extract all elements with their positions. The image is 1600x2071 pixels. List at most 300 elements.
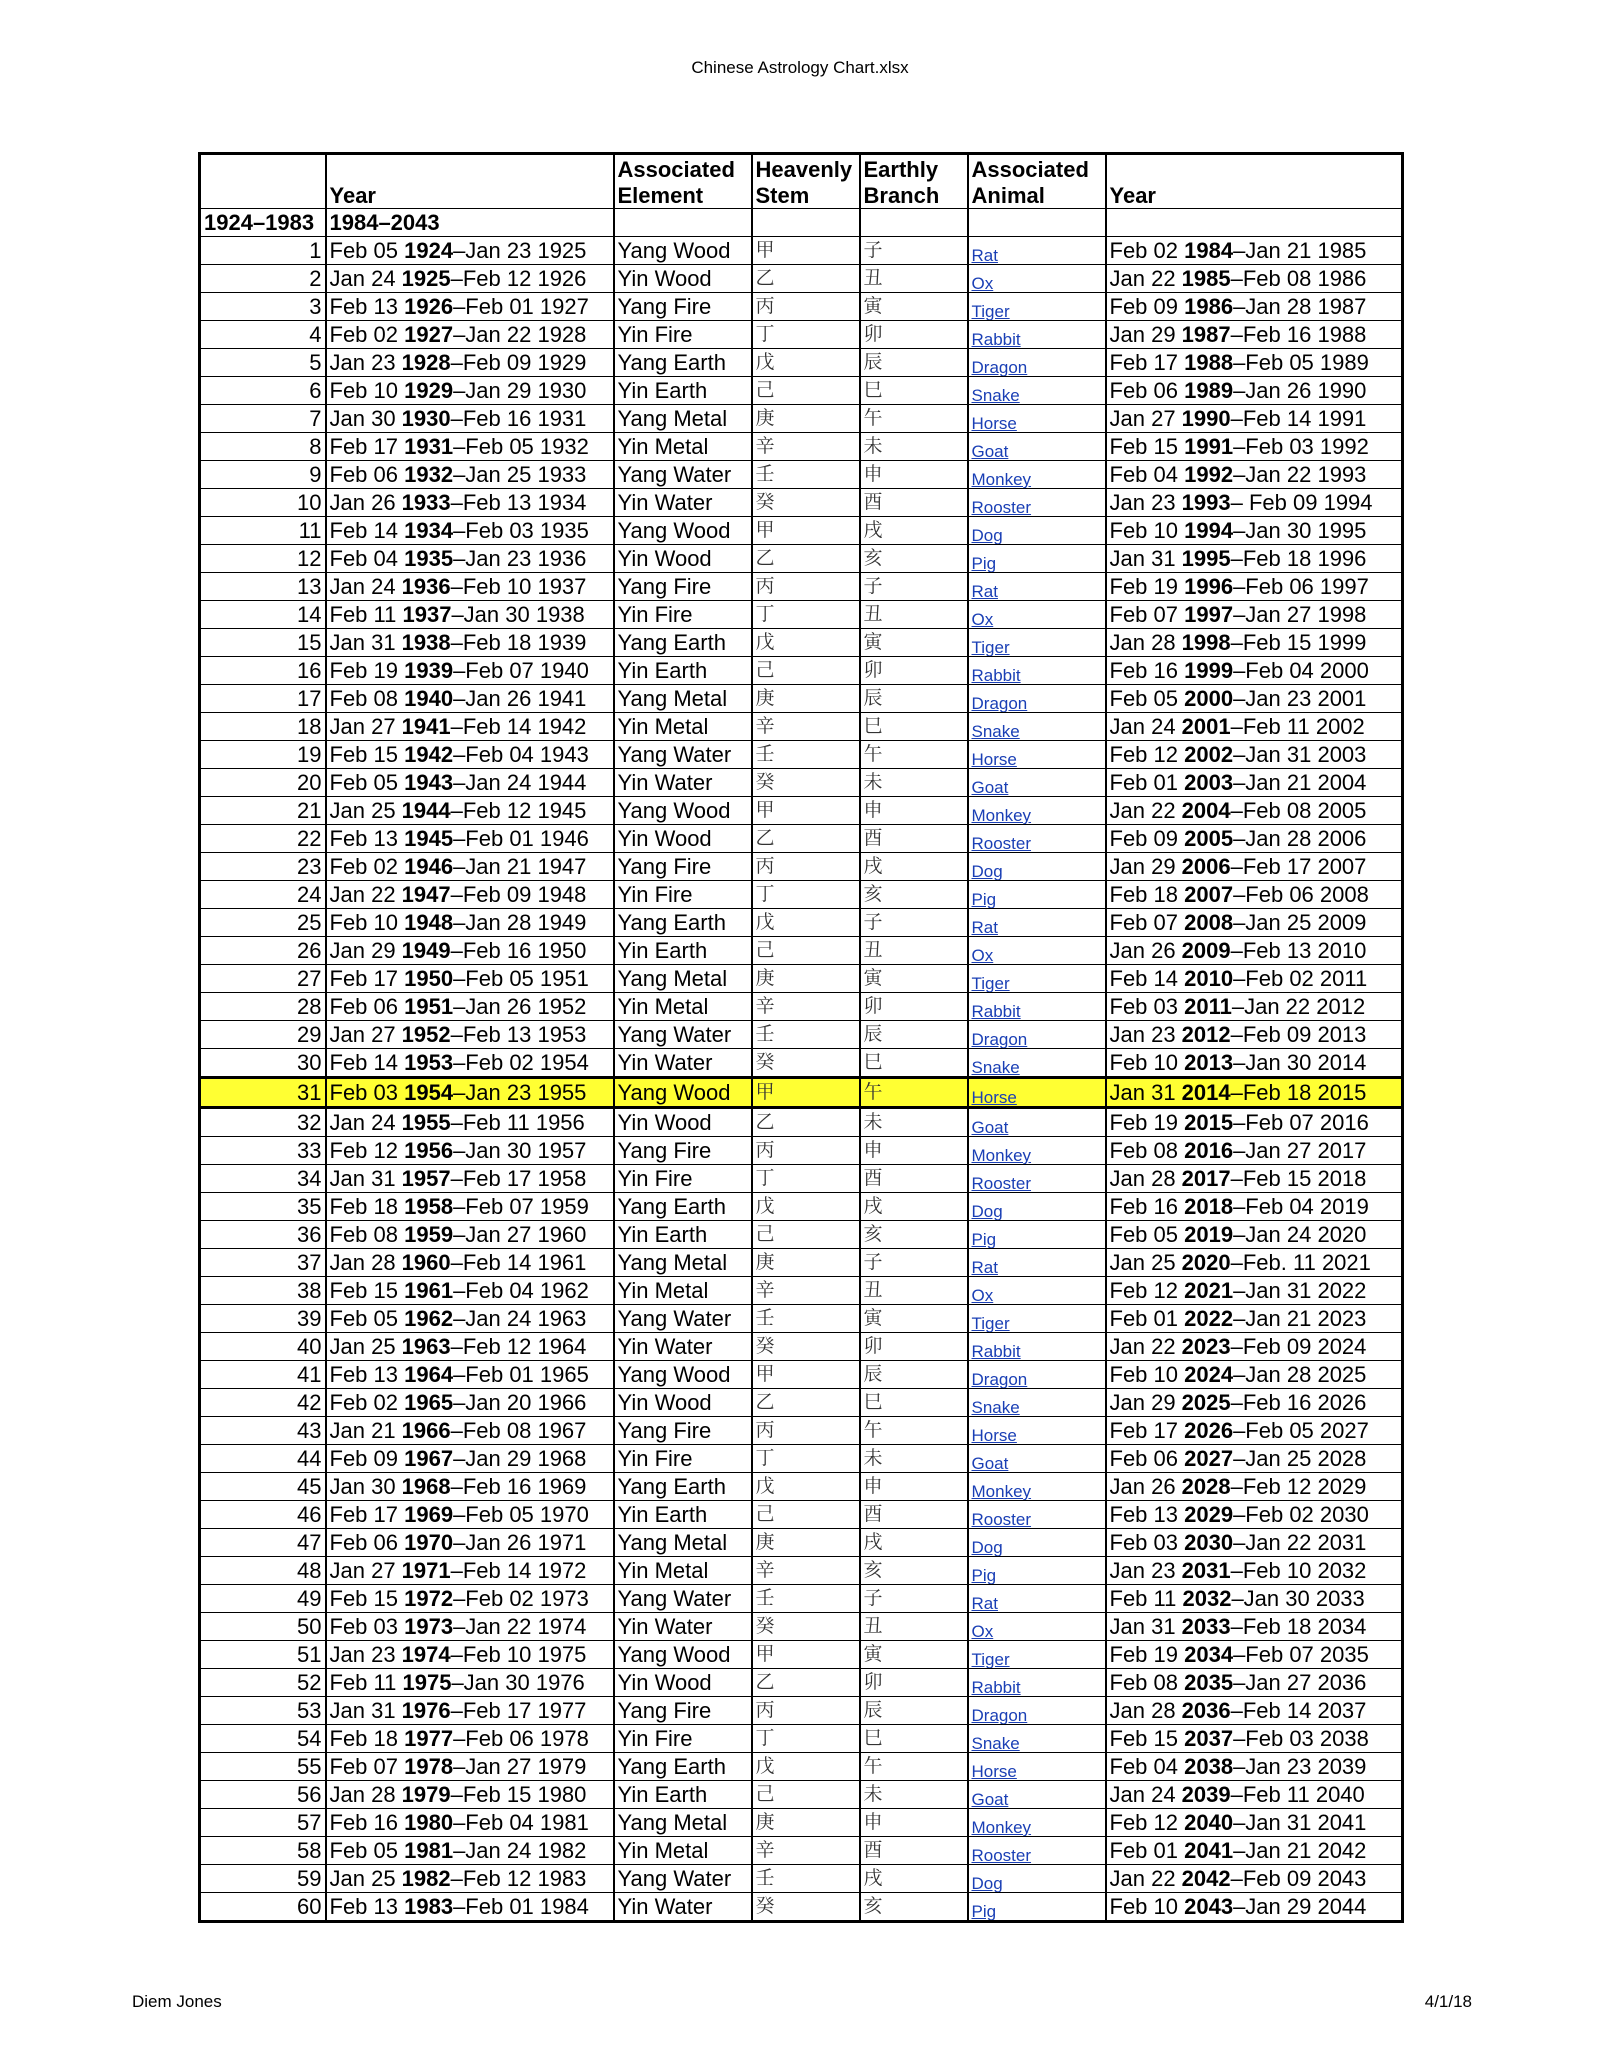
animal-link[interactable]: Dog — [971, 862, 1003, 881]
start-date: Feb 15 — [329, 742, 405, 767]
heavenly-stem: 癸 — [752, 1049, 860, 1078]
animal-link[interactable]: Monkey — [971, 806, 1032, 825]
animal-link[interactable]: Pig — [971, 1230, 997, 1249]
animal-link[interactable]: Pig — [971, 890, 997, 909]
associated-element: Yang Metal — [614, 1529, 752, 1557]
end-date: –Feb 16 1988 — [1230, 322, 1367, 347]
end-date: –Feb 14 1942 — [450, 714, 587, 739]
start-year: 2017 — [1181, 1166, 1231, 1191]
animal-link[interactable]: Rabbit — [971, 1678, 1021, 1697]
animal-link[interactable]: Dragon — [971, 1370, 1028, 1389]
start-year: 1994 — [1184, 518, 1234, 543]
associated-element: Yin Wood — [614, 825, 752, 853]
year-range-1924-1983 — [326, 629, 614, 657]
animal-link[interactable]: Monkey — [971, 1482, 1032, 1501]
animal-link[interactable]: Goat — [971, 1118, 1009, 1137]
earthly-branch: 丑 — [860, 265, 968, 293]
start-year: 1976 — [401, 1698, 451, 1723]
animal-link[interactable]: Dragon — [971, 1706, 1028, 1725]
animal-link[interactable]: Ox — [971, 1622, 994, 1641]
associated-element: Yin Fire — [614, 601, 752, 629]
start-year: 1943 — [404, 770, 454, 795]
animal-link[interactable]: Ox — [971, 274, 994, 293]
table-row — [200, 489, 1403, 517]
row-number: 12 — [200, 545, 326, 573]
associated-element: Yang Fire — [614, 1697, 752, 1725]
start-year: 1953 — [404, 1050, 454, 1075]
animal-cell — [968, 517, 1106, 545]
start-date: Feb 05 — [329, 1838, 405, 1863]
start-year: 1966 — [401, 1418, 451, 1443]
year-range-1924-1983 — [326, 853, 614, 881]
end-date: –Feb 06 1997 — [1233, 574, 1369, 599]
animal-link[interactable]: Tiger — [971, 1650, 1010, 1669]
end-date: –Jan 27 1960 — [453, 1222, 587, 1247]
end-date: –Jan 31 2022 — [1233, 1278, 1367, 1303]
year-range-1924-1983 — [326, 825, 614, 853]
start-year: 1939 — [404, 658, 454, 683]
heavenly-stem: 辛 — [752, 993, 860, 1021]
start-date: Feb 12 — [1109, 1810, 1185, 1835]
row-number: 11 — [200, 517, 326, 545]
header-cell: Branch — [860, 182, 968, 209]
start-date: Feb 14 — [1109, 966, 1185, 991]
animal-link[interactable]: Dog — [971, 1202, 1003, 1221]
animal-link[interactable]: Monkey — [971, 1818, 1032, 1837]
animal-link[interactable]: Pig — [971, 1566, 997, 1585]
year-range-1924-1983 — [326, 1361, 614, 1389]
end-date: –Jan 25 2009 — [1233, 910, 1367, 935]
animal-link[interactable]: Tiger — [971, 974, 1010, 993]
year-range-1984-2043 — [1106, 1249, 1403, 1277]
associated-element: Yin Water — [614, 489, 752, 517]
table-row — [200, 1137, 1403, 1165]
start-date: Jan 31 — [329, 1166, 402, 1191]
start-date: Feb 03 — [1109, 1530, 1185, 1555]
header-cell: Element — [614, 182, 752, 209]
animal-link[interactable]: Rat — [971, 1594, 998, 1613]
associated-element: Yang Wood — [614, 797, 752, 825]
year-range-1984-2043 — [1106, 1165, 1403, 1193]
start-date: Feb 18 — [1109, 882, 1185, 907]
start-date: Feb 05 — [329, 1306, 405, 1331]
animal-cell — [968, 1361, 1106, 1389]
animal-cell — [968, 1753, 1106, 1781]
table-row — [200, 1781, 1403, 1809]
start-year: 1958 — [404, 1194, 454, 1219]
end-date: –Jan 27 1979 — [453, 1754, 587, 1779]
associated-element: Yang Fire — [614, 293, 752, 321]
heavenly-stem: 丁 — [752, 601, 860, 629]
animal-link[interactable]: Ox — [971, 1286, 994, 1305]
start-date: Feb 01 — [1109, 770, 1185, 795]
start-year: 2012 — [1181, 1022, 1231, 1047]
heavenly-stem: 丙 — [752, 293, 860, 321]
associated-element: Yang Water — [614, 1021, 752, 1049]
end-date: –Feb 07 2035 — [1233, 1642, 1369, 1667]
year-range-1984-2043 — [1106, 853, 1403, 881]
earthly-branch: 子 — [860, 909, 968, 937]
associated-element: Yin Metal — [614, 1277, 752, 1305]
associated-element: Yang Metal — [614, 685, 752, 713]
start-year: 1926 — [404, 294, 454, 319]
associated-element: Yin Wood — [614, 1389, 752, 1417]
table-row — [200, 1108, 1403, 1137]
animal-link[interactable]: Goat — [971, 442, 1009, 461]
animal-link[interactable]: Snake — [971, 1734, 1020, 1753]
heavenly-stem: 丁 — [752, 1165, 860, 1193]
end-date: –Jan 21 2004 — [1233, 770, 1367, 795]
start-year: 1961 — [404, 1278, 454, 1303]
header-cell: Associated — [614, 154, 752, 183]
astrology-table — [198, 152, 1404, 1923]
animal-link[interactable]: Horse — [971, 1426, 1017, 1445]
end-date: –Feb 11 1956 — [450, 1110, 585, 1135]
start-year: 1957 — [401, 1166, 451, 1191]
animal-link[interactable]: Rooster — [971, 1846, 1032, 1865]
start-date: Feb 14 — [329, 1050, 405, 1075]
animal-link[interactable]: Tiger — [971, 638, 1010, 657]
start-date: Jan 24 — [329, 1110, 402, 1135]
start-date: Feb 06 — [1109, 378, 1185, 403]
year-range-1984-2043 — [1106, 1221, 1403, 1249]
start-year: 1949 — [401, 938, 451, 963]
end-date: –Feb 04 1981 — [453, 1810, 589, 1835]
start-year: 2031 — [1181, 1558, 1231, 1583]
row-number: 4 — [200, 321, 326, 349]
end-date: –Jan 29 1930 — [453, 378, 587, 403]
year-range-1924-1983 — [326, 1529, 614, 1557]
animal-cell — [968, 1389, 1106, 1417]
start-date: Jan 21 — [329, 1418, 402, 1443]
start-year: 1934 — [404, 518, 454, 543]
animal-link[interactable]: Pig — [971, 1902, 997, 1921]
heavenly-stem: 壬 — [752, 1865, 860, 1893]
associated-element: Yang Earth — [614, 349, 752, 377]
animal-cell — [968, 1725, 1106, 1753]
table-row — [200, 629, 1403, 657]
earthly-branch: 丑 — [860, 937, 968, 965]
table-row — [200, 713, 1403, 741]
associated-element: Yang Fire — [614, 853, 752, 881]
start-date: Feb 05 — [329, 770, 405, 795]
start-date: Jan 24 — [1109, 714, 1182, 739]
animal-link[interactable]: Horse — [971, 1088, 1017, 1107]
start-date: Jan 28 — [329, 1782, 402, 1807]
end-date: –Jan 21 1947 — [453, 854, 587, 879]
animal-link[interactable]: Pig — [971, 554, 997, 573]
heavenly-stem: 辛 — [752, 1557, 860, 1585]
animal-link[interactable]: Dog — [971, 526, 1003, 545]
heavenly-stem: 丙 — [752, 573, 860, 601]
animal-cell — [968, 489, 1106, 517]
start-year: 1941 — [401, 714, 451, 739]
end-date: –Feb 02 2030 — [1233, 1502, 1369, 1527]
earthly-branch: 寅 — [860, 293, 968, 321]
heavenly-stem: 乙 — [752, 1389, 860, 1417]
start-year: 1998 — [1181, 630, 1231, 655]
heavenly-stem: 甲 — [752, 1078, 860, 1108]
animal-link[interactable]: Rooster — [971, 1510, 1032, 1529]
end-date: –Jan 31 2041 — [1233, 1810, 1367, 1835]
end-date: –Feb 09 1929 — [450, 350, 587, 375]
start-year: 1948 — [404, 910, 454, 935]
start-date: Jan 22 — [1109, 798, 1182, 823]
animal-link[interactable]: Ox — [971, 610, 994, 629]
end-date: –Feb 14 2037 — [1230, 1698, 1367, 1723]
associated-element: Yin Wood — [614, 265, 752, 293]
end-date: –Jan 23 2039 — [1233, 1754, 1367, 1779]
animal-cell — [968, 1193, 1106, 1221]
animal-link[interactable]: Rat — [971, 582, 998, 601]
row-number: 15 — [200, 629, 326, 657]
start-year: 1940 — [404, 686, 454, 711]
animal-link[interactable]: Dragon — [971, 358, 1028, 377]
animal-link[interactable]: Goat — [971, 1790, 1009, 1809]
start-year: 1964 — [404, 1362, 454, 1387]
start-date: Jan 23 — [329, 350, 402, 375]
earthly-branch: 戌 — [860, 517, 968, 545]
year-range-1984-2043 — [1106, 825, 1403, 853]
end-date: –Jan 25 2028 — [1233, 1446, 1367, 1471]
end-date: –Feb 13 1953 — [450, 1022, 587, 1047]
row-number: 26 — [200, 937, 326, 965]
table-body — [200, 237, 1403, 1922]
start-date: Jan 25 — [329, 1866, 402, 1891]
animal-link[interactable]: Rat — [971, 918, 998, 937]
header-cell: Animal — [968, 182, 1106, 209]
heavenly-stem: 戊 — [752, 349, 860, 377]
animal-link[interactable]: Snake — [971, 386, 1020, 405]
year-range-1984-2043 — [1106, 601, 1403, 629]
animal-link[interactable]: Horse — [971, 414, 1017, 433]
start-date: Jan 23 — [1109, 1022, 1182, 1047]
start-year: 2000 — [1184, 686, 1234, 711]
table-row — [200, 573, 1403, 601]
start-date: Feb 02 — [329, 322, 405, 347]
animal-link[interactable]: Dragon — [971, 1030, 1028, 1049]
start-date: Feb 11 — [1109, 1586, 1183, 1611]
start-date: Feb 15 — [329, 1278, 405, 1303]
animal-cell — [968, 405, 1106, 433]
animal-link[interactable]: Rabbit — [971, 1342, 1021, 1361]
row-number: 8 — [200, 433, 326, 461]
row-number: 28 — [200, 993, 326, 1021]
end-date: –Feb 16 1931 — [450, 406, 587, 431]
animal-cell — [968, 1078, 1106, 1108]
start-date: Feb 19 — [1109, 1110, 1185, 1135]
table-row — [200, 1865, 1403, 1893]
animal-link[interactable]: Tiger — [971, 302, 1010, 321]
year-range-1924-1983 — [326, 1697, 614, 1725]
start-year: 2029 — [1184, 1502, 1234, 1527]
table-row — [200, 965, 1403, 993]
animal-link[interactable]: Snake — [971, 722, 1020, 741]
animal-link[interactable]: Rabbit — [971, 330, 1021, 349]
animal-link[interactable]: Rooster — [971, 498, 1032, 517]
associated-element: Yang Fire — [614, 1137, 752, 1165]
earthly-branch: 酉 — [860, 1501, 968, 1529]
table-row — [200, 993, 1403, 1021]
animal-link[interactable]: Monkey — [971, 1146, 1032, 1165]
earthly-branch: 未 — [860, 1445, 968, 1473]
animal-link[interactable]: Goat — [971, 1454, 1009, 1473]
end-date: –Jan 30 2033 — [1231, 1586, 1365, 1611]
start-year: 1975 — [402, 1670, 452, 1695]
end-date: –Feb 16 2026 — [1230, 1390, 1367, 1415]
animal-link[interactable]: Rooster — [971, 1174, 1032, 1193]
earthly-branch: 子 — [860, 237, 968, 265]
row-number: 32 — [200, 1108, 326, 1137]
start-date: Feb 09 — [329, 1446, 405, 1471]
end-date: –Jan 26 1990 — [1233, 378, 1367, 403]
start-year: 1942 — [404, 742, 454, 767]
animal-link[interactable]: Goat — [971, 778, 1009, 797]
associated-element: Yang Wood — [614, 1078, 752, 1108]
end-date: –Feb 08 1986 — [1230, 266, 1367, 291]
start-date: Feb 13 — [329, 294, 405, 319]
animal-cell — [968, 965, 1106, 993]
start-date: Feb 16 — [1109, 658, 1185, 683]
earthly-branch: 亥 — [860, 1557, 968, 1585]
animal-cell — [968, 1669, 1106, 1697]
animal-link[interactable]: Dragon — [971, 694, 1028, 713]
start-date: Feb 17 — [329, 434, 405, 459]
table-row — [200, 405, 1403, 433]
animal-link[interactable]: Horse — [971, 1762, 1017, 1781]
animal-link[interactable]: Ox — [971, 946, 994, 965]
start-date: Feb 01 — [1109, 1838, 1185, 1863]
end-date: –Jan 30 1957 — [453, 1138, 587, 1163]
animal-cell — [968, 1021, 1106, 1049]
start-year: 2037 — [1184, 1726, 1234, 1751]
end-date: –Feb 10 2032 — [1230, 1558, 1367, 1583]
start-date: Feb 06 — [329, 462, 405, 487]
row-number: 50 — [200, 1613, 326, 1641]
row-number: 48 — [200, 1557, 326, 1585]
animal-link[interactable]: Dog — [971, 1538, 1003, 1557]
year-range-1924-1983 — [326, 1557, 614, 1585]
animal-link[interactable]: Monkey — [971, 470, 1032, 489]
animal-link[interactable]: Snake — [971, 1398, 1020, 1417]
end-date: –Feb 11 2040 — [1230, 1782, 1365, 1807]
end-date: –Feb 14 1972 — [450, 1558, 587, 1583]
heavenly-stem: 丙 — [752, 853, 860, 881]
start-year: 2035 — [1184, 1670, 1234, 1695]
start-date: Feb 10 — [1109, 518, 1185, 543]
end-date: –Feb 03 1992 — [1233, 434, 1369, 459]
start-date: Jan 30 — [329, 1474, 402, 1499]
table-row — [200, 1585, 1403, 1613]
animal-link[interactable]: Snake — [971, 1058, 1020, 1077]
year-range-1924-1983 — [326, 1809, 614, 1837]
earthly-branch: 子 — [860, 1585, 968, 1613]
animal-link[interactable]: Rooster — [971, 834, 1032, 853]
end-date: –Jan 27 2017 — [1233, 1138, 1367, 1163]
end-date: –Jan 22 2031 — [1233, 1530, 1367, 1555]
animal-link[interactable]: Rabbit — [971, 666, 1021, 685]
animal-link[interactable]: Tiger — [971, 1314, 1010, 1333]
associated-element: Yang Metal — [614, 965, 752, 993]
start-year: 2043 — [1184, 1894, 1234, 1919]
table-row — [200, 1809, 1403, 1837]
start-date: Jan 23 — [329, 1642, 402, 1667]
table-row — [200, 1305, 1403, 1333]
table-row — [200, 321, 1403, 349]
year-range-1984-2043 — [1106, 713, 1403, 741]
animal-cell — [968, 1165, 1106, 1193]
start-year: 2003 — [1184, 770, 1234, 795]
animal-cell — [968, 601, 1106, 629]
start-year: 1985 — [1181, 266, 1231, 291]
start-year: 1936 — [401, 574, 451, 599]
start-year: 2002 — [1184, 742, 1234, 767]
table-row — [200, 685, 1403, 713]
row-number: 37 — [200, 1249, 326, 1277]
row-number: 56 — [200, 1781, 326, 1809]
earthly-branch: 申 — [860, 1809, 968, 1837]
earthly-branch: 申 — [860, 797, 968, 825]
heavenly-stem: 辛 — [752, 433, 860, 461]
earthly-branch: 酉 — [860, 1837, 968, 1865]
year-range-1924-1983 — [326, 265, 614, 293]
animal-cell — [968, 937, 1106, 965]
row-number: 40 — [200, 1333, 326, 1361]
start-year: 1971 — [401, 1558, 451, 1583]
start-year: 1980 — [404, 1810, 454, 1835]
table-row — [200, 1389, 1403, 1417]
table-row — [200, 1557, 1403, 1585]
start-year: 1935 — [404, 546, 454, 571]
start-date: Feb 12 — [1109, 742, 1185, 767]
start-date: Jan 29 — [329, 938, 402, 963]
start-date: Feb 02 — [1109, 238, 1185, 263]
animal-cell — [968, 1865, 1106, 1893]
start-year: 1947 — [401, 882, 451, 907]
animal-link[interactable]: Rat — [971, 1258, 998, 1277]
end-date: –Jan 26 1941 — [453, 686, 587, 711]
animal-cell — [968, 769, 1106, 797]
end-date: –Jan 23 1936 — [453, 546, 587, 571]
animal-link[interactable]: Dog — [971, 1874, 1003, 1893]
associated-element: Yang Wood — [614, 517, 752, 545]
table-row — [200, 237, 1403, 265]
animal-link[interactable]: Rabbit — [971, 1002, 1021, 1021]
year-range-1984-2043 — [1106, 461, 1403, 489]
year-range-1924-1983 — [326, 1865, 614, 1893]
animal-link[interactable]: Rat — [971, 246, 998, 265]
earthly-branch: 戌 — [860, 1865, 968, 1893]
end-date: –Feb 15 1980 — [450, 1782, 587, 1807]
associated-element: Yin Wood — [614, 1669, 752, 1697]
earthly-branch: 未 — [860, 1108, 968, 1137]
animal-link[interactable]: Horse — [971, 750, 1017, 769]
start-year: 1984 — [1184, 238, 1234, 263]
year-range-1924-1983 — [326, 1781, 614, 1809]
start-year: 2018 — [1184, 1194, 1234, 1219]
year-range-1924-1983 — [326, 1333, 614, 1361]
end-date: –Feb 05 1951 — [453, 966, 589, 991]
start-date: Feb 02 — [329, 1390, 405, 1415]
start-date: Feb 06 — [1109, 1446, 1185, 1471]
year-range-1924-1983 — [326, 881, 614, 909]
end-date: –Jan 30 1938 — [451, 602, 585, 627]
associated-element: Yang Water — [614, 461, 752, 489]
heavenly-stem: 己 — [752, 1221, 860, 1249]
table-row — [200, 741, 1403, 769]
year-range-1924-1983 — [326, 1641, 614, 1669]
start-year: 2015 — [1184, 1110, 1234, 1135]
